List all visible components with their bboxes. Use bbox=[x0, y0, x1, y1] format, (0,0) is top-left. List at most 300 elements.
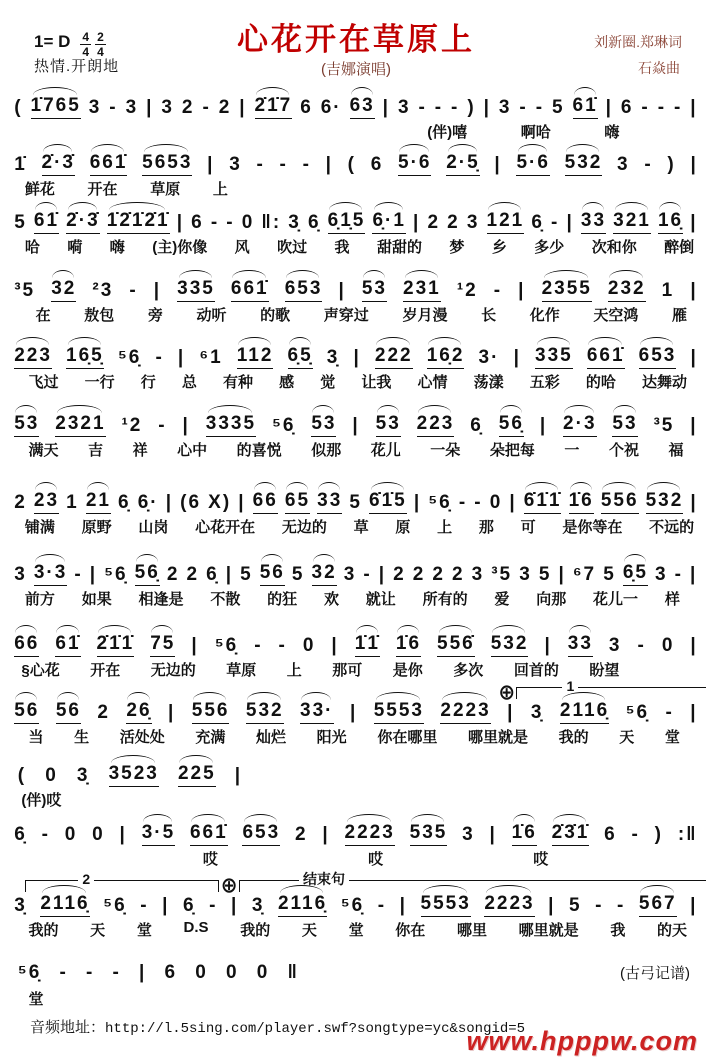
note-token: 3 bbox=[125, 97, 139, 118]
note-token: ⁵6̣ bbox=[103, 895, 127, 916]
note-token: 53 bbox=[311, 413, 336, 437]
barline-symbol: | bbox=[690, 212, 698, 233]
note-token: 1̇765 bbox=[31, 95, 81, 119]
note-token: 63 bbox=[350, 95, 375, 119]
barline-symbol: | bbox=[690, 564, 698, 585]
lyric-syllable: 堂 bbox=[664, 729, 680, 746]
note-token: 2 bbox=[432, 564, 445, 585]
music-line-14 bbox=[0, 946, 712, 1008]
note-token: 2·3 bbox=[563, 413, 596, 437]
lyric-syllable: (伴)哎 bbox=[21, 792, 62, 809]
lyric-syllable: 原野 bbox=[81, 519, 112, 536]
note-token: 5 bbox=[14, 212, 27, 233]
barline-symbol: - bbox=[458, 492, 468, 513]
barline-symbol: | bbox=[690, 154, 698, 175]
note-token: 56̣ bbox=[135, 562, 160, 586]
lyric-syllable: 达舞动 bbox=[641, 374, 687, 391]
lyric-syllable: 哪里 bbox=[456, 922, 487, 939]
lyric-syllable: 敖包 bbox=[84, 307, 115, 324]
barline-symbol: | bbox=[413, 212, 421, 233]
note-token: 56 bbox=[260, 562, 285, 586]
lyric-syllable: 盼望 bbox=[589, 662, 620, 679]
music-line-5 bbox=[0, 329, 712, 391]
site-watermark: www.hpppw.com bbox=[466, 1026, 698, 1056]
lyrics-row bbox=[21, 659, 619, 680]
barline-symbol: | bbox=[690, 97, 698, 118]
note-token: 661̇ bbox=[231, 278, 269, 302]
barline-symbol: | bbox=[234, 765, 243, 786]
notation-row bbox=[14, 490, 698, 514]
lyric-syllable: 次和你 bbox=[591, 239, 637, 256]
note-token: 5 bbox=[603, 564, 616, 585]
note-token: 0 bbox=[225, 962, 239, 983]
lyric-syllable: 吉 bbox=[88, 442, 104, 459]
barline-symbol: - bbox=[673, 97, 683, 118]
lyric-syllable: 乡 bbox=[491, 239, 507, 256]
note-token: ¹2 bbox=[456, 280, 478, 301]
lyric-syllable: 草 bbox=[353, 519, 369, 536]
coda-sign-icon: ⊕ bbox=[498, 680, 516, 706]
lyric-syllable: 就让 bbox=[365, 591, 396, 608]
lyric-syllable: 心情 bbox=[417, 374, 448, 391]
lyric-syllable: 天 bbox=[90, 922, 106, 939]
note-token: 2̇·3̇ bbox=[66, 210, 99, 234]
lyric-syllable: 动听 bbox=[196, 307, 227, 324]
lyric-syllable: 哎 bbox=[368, 851, 384, 868]
note-token: 6 bbox=[300, 97, 313, 118]
lyrics-row bbox=[28, 439, 683, 460]
lyrics-row bbox=[28, 919, 687, 940]
music-line-4 bbox=[0, 262, 712, 324]
barline-symbol: | bbox=[162, 895, 170, 916]
note-token: 3 bbox=[655, 564, 668, 585]
barline-symbol: - bbox=[595, 895, 604, 916]
barline-symbol: ( bbox=[14, 97, 23, 118]
barline-symbol: | bbox=[489, 824, 497, 845]
lyric-syllable: 醉倒 bbox=[664, 239, 695, 256]
lyric-syllable: 无边的 bbox=[150, 662, 196, 679]
barline-symbol: | bbox=[191, 635, 199, 656]
barline-symbol: | bbox=[176, 212, 185, 233]
lyrics-row bbox=[36, 304, 688, 325]
note-token: 1̇6 bbox=[396, 633, 421, 657]
note-token: 1 bbox=[661, 280, 675, 301]
barline-symbol: - bbox=[112, 962, 121, 983]
lyric-syllable: 满天 bbox=[28, 442, 59, 459]
note-token: 2223 bbox=[440, 700, 490, 724]
note-token: 3 bbox=[471, 564, 485, 585]
note-token: 3 bbox=[161, 97, 174, 118]
lyricist-credit: 刘新圈.郑琳词 bbox=[594, 34, 682, 50]
barline-symbol: - bbox=[631, 824, 640, 845]
lyric-syllable: 一朵 bbox=[430, 442, 461, 459]
lyric-syllable: 上 bbox=[286, 662, 302, 679]
note-token: 6 bbox=[164, 962, 178, 983]
lyric-syllable: 嗨 bbox=[109, 239, 125, 256]
barline-symbol: - bbox=[256, 154, 265, 175]
note-token: 3 bbox=[88, 97, 102, 118]
lyric-syllable: 行 bbox=[140, 374, 156, 391]
note-token: 5 bbox=[551, 97, 565, 118]
lyrics-row bbox=[28, 988, 64, 1009]
lyric-syllable: 我 bbox=[334, 239, 350, 256]
note-token: 2̇1̇1̇ bbox=[97, 633, 135, 657]
lyric-syllable: 回首的 bbox=[513, 662, 559, 679]
note-token: 0 bbox=[195, 962, 208, 983]
note-token: 661̇ bbox=[190, 822, 228, 846]
notation-row bbox=[14, 278, 698, 302]
barline-symbol: | bbox=[605, 97, 613, 118]
lyric-syllable: 草原 bbox=[226, 662, 257, 679]
barline-symbol: - bbox=[474, 492, 483, 513]
barline-symbol: - bbox=[202, 97, 211, 118]
barline-symbol: - bbox=[85, 962, 95, 983]
barline-symbol: - bbox=[418, 97, 427, 118]
note-token: 5 bbox=[240, 564, 253, 585]
note-token: 3·5 bbox=[142, 822, 175, 846]
lyric-syllable: 草原 bbox=[150, 181, 181, 198]
barline-symbol: | bbox=[382, 97, 390, 118]
lyric-syllable: 多次 bbox=[453, 662, 484, 679]
barline-symbol: | bbox=[238, 492, 246, 513]
note-token: 5653 bbox=[142, 152, 192, 176]
note-token: 223 bbox=[417, 413, 455, 437]
barline-symbol: | bbox=[322, 824, 330, 845]
lyric-syllable: 向那 bbox=[536, 591, 567, 608]
note-token: ⁵6̣ bbox=[104, 564, 128, 585]
lyric-syllable: 祥 bbox=[132, 442, 148, 459]
note-token: 0 bbox=[64, 824, 78, 845]
lyric-syllable: 无边的 bbox=[281, 519, 327, 536]
note-token: 2223 bbox=[345, 822, 395, 846]
note-token: 65 bbox=[285, 490, 310, 514]
barline-symbol: | bbox=[331, 635, 339, 656]
note-token: ⁶1 bbox=[199, 347, 223, 368]
barline-symbol: - bbox=[279, 154, 288, 175]
barline-symbol: | bbox=[378, 564, 387, 585]
lyric-syllable: 让我 bbox=[361, 374, 392, 391]
lyric-syllable: 化作 bbox=[529, 307, 560, 324]
note-token: 6̇1̇5 bbox=[369, 490, 407, 514]
note-token: 3̣ bbox=[251, 895, 265, 916]
note-token: 5 bbox=[349, 492, 362, 513]
lyric-syllable: 的狂 bbox=[267, 591, 298, 608]
barline-symbol: ‖ bbox=[287, 962, 299, 983]
note-token: 0 bbox=[241, 212, 255, 233]
barline-symbol: | bbox=[558, 564, 566, 585]
barline-symbol: ) bbox=[667, 154, 676, 175]
barline-symbol: - bbox=[637, 635, 646, 656]
lyric-syllable: 哪里就是 bbox=[467, 729, 528, 746]
barline-symbol: - bbox=[617, 895, 626, 916]
note-token: 0 bbox=[92, 824, 105, 845]
note-token: 3̣ bbox=[14, 895, 27, 916]
lyric-syllable: 心花开在 bbox=[195, 519, 256, 536]
note-token: 6̣ bbox=[14, 824, 27, 845]
barline-symbol: | bbox=[89, 564, 98, 585]
note-token: ⁵6̣ bbox=[428, 492, 452, 513]
note-token: 6̣ bbox=[307, 212, 321, 233]
lyric-syllable: 开在 bbox=[87, 181, 118, 198]
note-token: 2321 bbox=[55, 413, 105, 437]
note-token: ⁵6̣ bbox=[17, 962, 42, 983]
note-token: 653 bbox=[242, 822, 280, 846]
music-line-13 bbox=[0, 871, 712, 939]
note-token: 3523 bbox=[109, 763, 159, 787]
lyric-syllable: 多少 bbox=[534, 239, 565, 256]
music-line-8 bbox=[0, 546, 712, 608]
lyric-syllable: 飞过 bbox=[28, 374, 59, 391]
barline-symbol: | bbox=[690, 895, 698, 916]
lyric-syllable: 堂 bbox=[28, 991, 44, 1008]
barline-symbol: - bbox=[254, 635, 263, 656]
lyric-syllable: 花儿一 bbox=[593, 591, 639, 608]
note-token: 335 bbox=[535, 345, 573, 369]
note-token: 2355 bbox=[542, 278, 592, 302]
note-token: 53 bbox=[362, 278, 387, 302]
composer-credit: 石焱曲 bbox=[638, 60, 680, 76]
lyric-syllable: 哈 bbox=[24, 239, 40, 256]
barline-symbol: | bbox=[353, 347, 361, 368]
music-line-7 bbox=[0, 474, 712, 536]
music-line-11 bbox=[0, 747, 712, 809]
lyric-syllable: 爱 bbox=[494, 591, 510, 608]
note-token: 2 bbox=[97, 702, 110, 723]
lyric-syllable: 一 bbox=[564, 442, 580, 459]
note-token: 2 bbox=[412, 564, 426, 585]
lyric-syllable: 灿烂 bbox=[256, 729, 287, 746]
lyric-syllable: 铺满 bbox=[24, 519, 55, 536]
note-token: 2116̣ bbox=[278, 893, 327, 917]
lyric-syllable: 我的 bbox=[558, 729, 589, 746]
note-token: 661̇ bbox=[587, 345, 625, 369]
lyric-syllable: 上 bbox=[212, 181, 228, 198]
note-token: 0 bbox=[256, 962, 270, 983]
lyric-syllable: 声穿过 bbox=[323, 307, 369, 324]
barline-symbol: ) bbox=[654, 824, 663, 845]
barline-symbol: - bbox=[140, 895, 149, 916]
lyric-syllable: 在 bbox=[35, 307, 51, 324]
note-token: 3̣ bbox=[76, 765, 90, 786]
lyric-syllable: 是你等在 bbox=[562, 519, 623, 536]
barline-symbol: | bbox=[513, 347, 521, 368]
note-token: 223 bbox=[14, 345, 52, 369]
note-token: 2116̣ bbox=[560, 700, 609, 724]
note-token: 53 bbox=[612, 413, 637, 437]
time-signature: $\frac{2}{4}$ bbox=[97, 30, 104, 59]
barline-symbol: - bbox=[674, 564, 683, 585]
lyric-syllable: 天 bbox=[301, 922, 317, 939]
note-token: 56 bbox=[14, 700, 39, 724]
note-token: 2̇3̇1̇ bbox=[552, 822, 590, 846]
lyric-syllable: 雁 bbox=[672, 307, 688, 324]
barline-symbol: - bbox=[535, 97, 545, 118]
note-token: 2̇1̇7 bbox=[255, 95, 293, 119]
barline-symbol: - bbox=[155, 347, 164, 368]
note-token: 3 bbox=[608, 635, 622, 656]
lyric-syllable: 似那 bbox=[311, 442, 342, 459]
barline-symbol: - bbox=[363, 564, 372, 585]
music-line-12 bbox=[0, 806, 712, 868]
lyrics-row bbox=[203, 848, 548, 869]
note-token: 3 bbox=[462, 824, 475, 845]
note-token: 6̣ bbox=[182, 895, 196, 916]
barline-symbol: - bbox=[434, 97, 444, 118]
note-token: 53 bbox=[376, 413, 401, 437]
lyric-syllable: 开在 bbox=[90, 662, 121, 679]
barline-symbol: - bbox=[493, 280, 503, 301]
lyric-syllable: 哎 bbox=[533, 851, 549, 868]
barline-symbol: | bbox=[153, 280, 162, 301]
note-token: 532 bbox=[646, 490, 684, 514]
barline-symbol: | bbox=[690, 702, 698, 723]
barline-symbol: - bbox=[377, 895, 387, 916]
note-token: 5553 bbox=[421, 893, 471, 917]
note-token: 2 bbox=[427, 212, 441, 233]
lyric-syllable: 岁月漫 bbox=[402, 307, 448, 324]
note-token: 32 bbox=[312, 562, 337, 586]
barline-symbol: | bbox=[494, 154, 502, 175]
note-token: 6̇1̇1̇ bbox=[524, 490, 562, 514]
lyric-syllable: 嗬 bbox=[67, 239, 83, 256]
lyrics-row bbox=[28, 726, 680, 747]
lyric-syllable: (伴)嘻 bbox=[427, 124, 468, 141]
barline-symbol: ‖: bbox=[261, 212, 282, 233]
note-token: 532 bbox=[491, 633, 529, 657]
note-token: 556̇ bbox=[437, 633, 475, 657]
note-token: 16̣ bbox=[658, 210, 683, 234]
note-token: 535 bbox=[410, 822, 448, 846]
note-token: ⁶7 bbox=[572, 564, 597, 585]
note-token: ⁵6̣ bbox=[117, 347, 142, 368]
barline-symbol: | bbox=[338, 280, 346, 301]
barline-symbol: - bbox=[129, 280, 138, 301]
note-token: ⁵6̣ bbox=[214, 635, 239, 656]
lyric-syllable: 旁 bbox=[147, 307, 163, 324]
note-token: 2223 bbox=[484, 893, 534, 917]
barline-symbol: :‖ bbox=[677, 824, 698, 845]
note-token: 6· bbox=[320, 97, 342, 118]
lyric-syllable: 所有的 bbox=[422, 591, 468, 608]
note-token: 5 bbox=[569, 895, 582, 916]
song-title: 心花开在草原上 bbox=[237, 22, 475, 57]
barline-symbol: - bbox=[641, 97, 650, 118]
note-token: 653 bbox=[285, 278, 323, 302]
note-token: 61̇ bbox=[34, 210, 59, 234]
lyric-syllable: 堂 bbox=[348, 922, 364, 939]
lyrics-row bbox=[25, 236, 694, 257]
note-token: ²3 bbox=[92, 280, 114, 301]
notation-row bbox=[14, 152, 698, 176]
ending-phrase-label: 结束句 bbox=[299, 871, 349, 888]
lyric-syllable: 五彩 bbox=[529, 374, 560, 391]
lyric-syllable: 堂 bbox=[136, 922, 152, 939]
audio-address-label: 音频地址： bbox=[30, 1019, 106, 1036]
music-line-9 bbox=[0, 617, 712, 679]
note-token: 61̇ bbox=[573, 95, 598, 119]
note-token: 0 bbox=[489, 492, 503, 513]
lyric-syllable: 有种 bbox=[222, 374, 253, 391]
barline-symbol: - bbox=[278, 635, 287, 656]
lyric-syllable: 的哈 bbox=[585, 374, 616, 391]
barline-symbol: - bbox=[519, 97, 528, 118]
lyric-syllable: 那 bbox=[478, 519, 494, 536]
note-token: 3̣ bbox=[326, 347, 340, 368]
note-token: 2116̣ bbox=[40, 893, 89, 917]
key-label: 1= D bbox=[34, 32, 71, 51]
barline-symbol: - bbox=[74, 564, 83, 585]
lyric-syllable: 天 bbox=[619, 729, 635, 746]
barline-symbol: - bbox=[210, 212, 220, 233]
lyric-syllable: 如果 bbox=[81, 591, 112, 608]
barline-symbol: | bbox=[690, 415, 698, 436]
barline-symbol: | bbox=[509, 492, 517, 513]
note-token: 6 bbox=[620, 97, 634, 118]
note-token: 3 bbox=[466, 212, 480, 233]
note-token: 225 bbox=[178, 763, 216, 787]
lyric-syllable: 欢 bbox=[323, 591, 339, 608]
note-token: 6̣· bbox=[137, 492, 159, 513]
lyric-syllable: 朵把每 bbox=[489, 442, 535, 459]
note-token: 121 bbox=[487, 210, 525, 234]
barline-symbol: | bbox=[165, 492, 174, 513]
note-token: 2 bbox=[14, 492, 27, 513]
lyric-syllable: 可 bbox=[520, 519, 536, 536]
audio-address-line bbox=[30, 1016, 525, 1037]
note-token: 2 bbox=[393, 564, 406, 585]
note-token: 3335 bbox=[206, 413, 256, 437]
lyrics-row bbox=[28, 371, 687, 392]
lyric-syllable: 生 bbox=[74, 729, 90, 746]
barline-symbol: | bbox=[239, 97, 247, 118]
note-token: 5·6 bbox=[398, 152, 431, 176]
note-token: 2·5̣ bbox=[446, 152, 479, 176]
lyric-syllable: 那可 bbox=[332, 662, 363, 679]
note-token: 1̇ bbox=[14, 154, 27, 175]
lyric-syllable: 觉 bbox=[320, 374, 336, 391]
note-token: 6̣1̣5 bbox=[328, 210, 366, 234]
lyric-syllable: 梦 bbox=[449, 239, 465, 256]
notation-row bbox=[14, 893, 698, 917]
note-token: 532 bbox=[565, 152, 603, 176]
notation-row bbox=[14, 345, 698, 369]
barline-symbol: | bbox=[177, 347, 186, 368]
lyric-syllable: 哎 bbox=[202, 851, 218, 868]
notation-row bbox=[14, 210, 698, 234]
note-token: 16̣2 bbox=[427, 345, 465, 369]
lyric-syllable: 一行 bbox=[84, 374, 115, 391]
note-token: 653 bbox=[639, 345, 677, 369]
note-token: 2 bbox=[295, 824, 308, 845]
lyric-syllable: 相逢是 bbox=[138, 591, 184, 608]
note-token: 3 bbox=[229, 154, 242, 175]
lyric-syllable: 山岗 bbox=[138, 519, 169, 536]
note-token: 6̣ bbox=[470, 415, 483, 436]
barline-symbol: | bbox=[539, 415, 548, 436]
lyric-syllable: 我的 bbox=[28, 922, 59, 939]
volta-number: 1 bbox=[562, 678, 578, 695]
note-token: 3·3 bbox=[34, 562, 67, 586]
lyric-syllable: 风 bbox=[234, 239, 250, 256]
barline-symbol: X) bbox=[208, 492, 232, 513]
lyric-syllable: 我的 bbox=[240, 922, 271, 939]
lyrics-row bbox=[25, 516, 694, 537]
lyric-syllable: 总 bbox=[181, 374, 197, 391]
barline-symbol: | bbox=[182, 415, 190, 436]
note-token: 222 bbox=[375, 345, 413, 369]
barline-symbol: | bbox=[413, 492, 422, 513]
note-token: 2 bbox=[181, 97, 195, 118]
